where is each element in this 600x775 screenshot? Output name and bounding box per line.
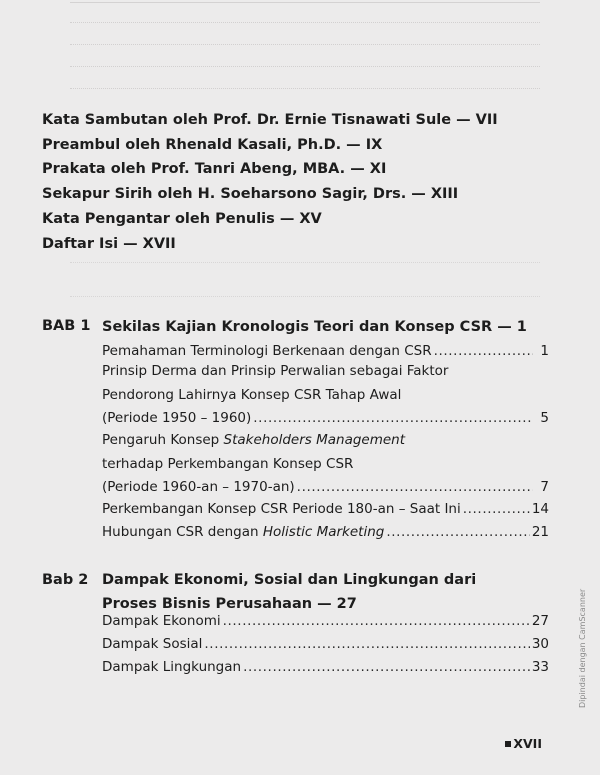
- entry-text: Hubungan CSR dengan Holistic Marketing: [102, 524, 385, 540]
- chapter-2-title-line: Dampak Ekonomi, Sosial dan Lingkungan dari: [102, 572, 477, 588]
- italic-term: Stakeholders Management: [223, 432, 406, 448]
- entry-text: Pemahaman Terminologi Berkenaan dengan CSR: [102, 343, 432, 359]
- dot-leader: [463, 498, 530, 522]
- entry-text: Perkembangan Konsep CSR Periode 180-an – Saat Ini: [102, 501, 461, 517]
- toc-entry: [102, 521, 549, 545]
- page-number-text: XVII: [513, 736, 542, 751]
- entry-text: Dampak Ekonomi: [102, 613, 221, 629]
- chapter-2-title-line: Proses Bisnis Perusahaan — 27: [102, 596, 357, 612]
- dot-leader: [253, 407, 533, 431]
- entry-text: Prinsip Derma dan Prinsip Perwalian sebagai Faktor: [102, 363, 449, 379]
- chapter-1-title: Sekilas Kajian Kronologis Teori dan Konsep CSR — 1: [102, 319, 527, 335]
- entry-page: 7: [540, 479, 549, 495]
- dot-leader: [297, 476, 533, 500]
- entry-page: 5: [540, 410, 549, 426]
- dot-leader: [386, 521, 529, 545]
- entry-page: 33: [531, 659, 549, 675]
- front-matter-item: Preambul oleh Rhenald Kasali, Ph.D. — IX: [42, 136, 383, 153]
- front-matter-item: Daftar Isi — XVII: [42, 235, 176, 252]
- front-matter-item: Prakata oleh Prof. Tanri Abeng, MBA. — XI: [42, 161, 387, 178]
- entry-page: 27: [531, 613, 549, 629]
- toc-entry: [102, 498, 549, 522]
- entry-page: 30: [531, 636, 549, 652]
- dot-leader: [243, 656, 530, 680]
- page-number: [505, 736, 542, 751]
- chapter-2-label: Bab 2: [42, 572, 89, 588]
- dot-leader: [204, 633, 529, 657]
- square-bullet-icon: [505, 741, 511, 747]
- front-matter-item: Sekapur Sirih oleh H. Soeharsono Sagir, Drs. — XIII: [42, 186, 459, 203]
- entry-text: terhadap Perkembangan Konsep CSR: [102, 455, 354, 472]
- chapter-1-label: BAB 1: [42, 318, 91, 334]
- toc-entry: [102, 429, 549, 500]
- entry-page: 14: [531, 501, 549, 517]
- toc-entry: [102, 610, 549, 634]
- entry-text: Pendorong Lahirnya Konsep CSR Tahap Awal: [102, 386, 402, 403]
- entry-text: (Periode 1960-an – 1970-an): [102, 479, 295, 495]
- front-matter-item: Kata Sambutan oleh Prof. Dr. Ernie Tisnawati Sule — VII: [42, 112, 498, 128]
- entry-page: 1: [540, 343, 549, 359]
- front-matter-item: Kata Pengantar oleh Penulis — XV: [42, 210, 322, 227]
- scanner-watermark: Dipindai dengan CamScanner: [578, 588, 587, 708]
- toc-entry: [102, 656, 549, 680]
- chapter-2-title: [102, 568, 476, 616]
- toc-entry: [102, 360, 549, 431]
- dot-leader: [223, 610, 530, 634]
- entry-text: Pengaruh Konsep Stakeholders Management: [102, 432, 406, 448]
- toc-entry: [102, 633, 549, 657]
- entry-text: Dampak Lingkungan: [102, 659, 242, 675]
- entry-text: (Periode 1950 – 1960): [102, 410, 252, 426]
- entry-text: Dampak Sosial: [102, 636, 203, 652]
- italic-term: Holistic Marketing: [262, 524, 385, 540]
- entry-page: 21: [531, 524, 549, 540]
- front-matter-list: [42, 108, 498, 256]
